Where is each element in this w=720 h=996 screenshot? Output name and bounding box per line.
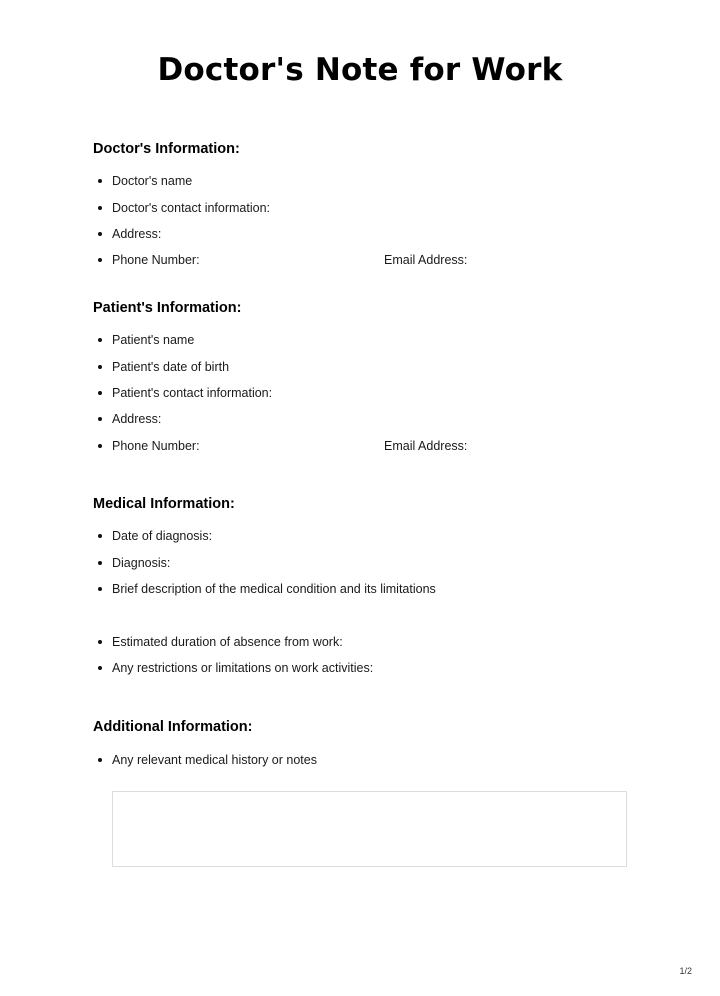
notes-text-box[interactable] (112, 791, 627, 867)
doctor-address-label: Address: (112, 227, 162, 241)
date-of-diagnosis-label: Date of diagnosis: (112, 529, 213, 543)
doctor-information-section (93, 140, 653, 280)
additional-information-heading: Additional Information: (93, 719, 253, 735)
patient-contact-label: Patient's contact information: (112, 386, 273, 400)
absence-duration-label: Estimated duration of absence from work: (112, 635, 343, 649)
bullet-icon (98, 232, 102, 236)
doctor-name-label: Doctor's name (112, 174, 193, 188)
bullet-icon (98, 587, 102, 591)
medical-information-heading: Medical Information: (93, 496, 235, 512)
additional-information-section (93, 718, 653, 774)
bullet-icon (98, 338, 102, 342)
doctor-phone-label: Phone Number: (112, 253, 200, 267)
bullet-icon (98, 534, 102, 538)
patient-phone-label: Phone Number: (112, 439, 200, 453)
patient-name-label: Patient's name (112, 333, 195, 347)
bullet-icon (98, 417, 102, 421)
bullet-icon (98, 391, 102, 395)
doctor-information-heading: Doctor's Information: (93, 141, 240, 157)
bullet-icon (98, 206, 102, 210)
patient-address-label: Address: (112, 412, 162, 426)
patient-information-heading: Patient's Information: (93, 300, 242, 316)
bullet-icon (98, 640, 102, 644)
bullet-icon (98, 365, 102, 369)
patient-information-section (93, 299, 653, 465)
patient-email-label: Email Address: (384, 439, 468, 453)
condition-description-label: Brief description of the medical condition and its limitations (112, 582, 436, 596)
work-restrictions-label: Any restrictions or limitations on work activities: (112, 661, 374, 675)
page-title: Doctor's Note for Work (157, 52, 563, 88)
bullet-icon (98, 444, 102, 448)
page-number: 1/2 (679, 966, 692, 976)
bullet-icon (98, 561, 102, 565)
diagnosis-label: Diagnosis: (112, 556, 171, 570)
bullet-icon (98, 666, 102, 670)
doctor-email-label: Email Address: (384, 253, 468, 267)
patient-dob-label: Patient's date of birth (112, 360, 230, 374)
bullet-icon (98, 258, 102, 262)
medical-information-section (93, 495, 653, 685)
doctor-phone-item (98, 251, 498, 269)
patient-phone-item (98, 437, 498, 455)
doctor-contact-label: Doctor's contact information: (112, 201, 271, 215)
medical-history-label: Any relevant medical history or notes (112, 753, 317, 767)
bullet-icon (98, 758, 102, 762)
bullet-icon (98, 179, 102, 183)
